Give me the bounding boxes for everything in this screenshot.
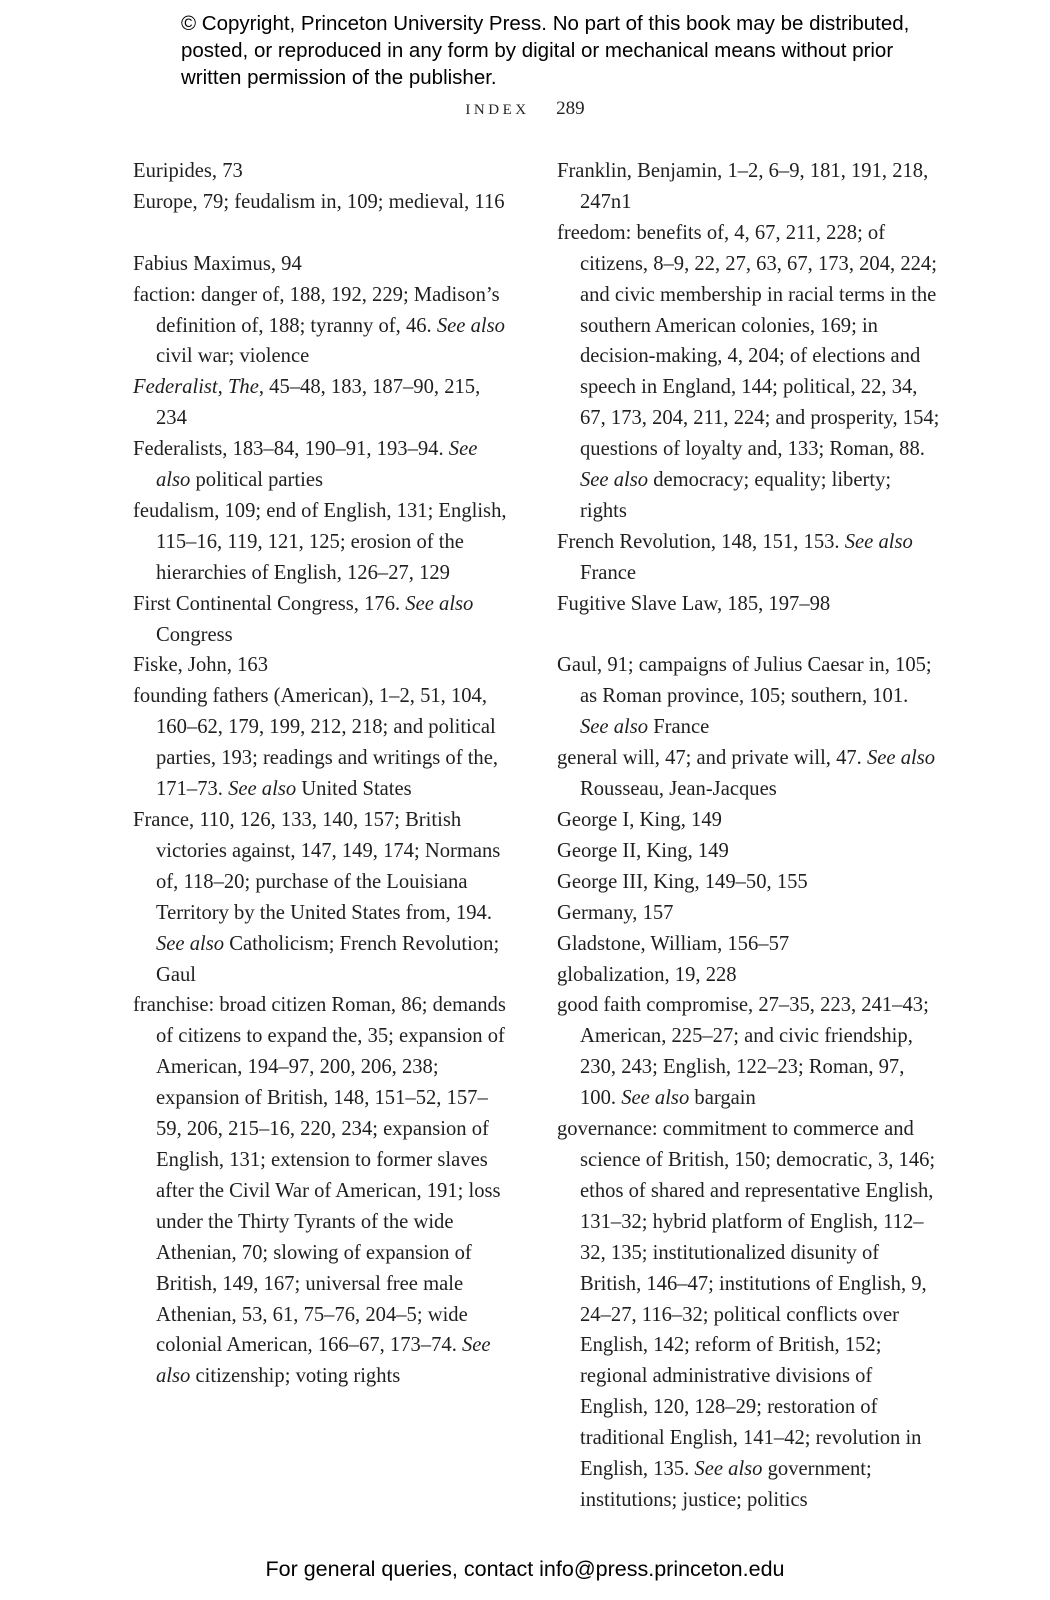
index-entry-italic: See also: [156, 1334, 491, 1388]
index-entry-text: general will, 47; and private will, 47.: [557, 747, 867, 770]
index-entry: [133, 187, 507, 218]
index-entry-italic: Federalist, The: [133, 376, 259, 399]
index-entry: [133, 681, 507, 805]
index-entry-text: globalization, 19, 228: [557, 963, 737, 986]
running-head: [0, 98, 1050, 120]
index-entry-text: feudalism, 109; end of English, 131; English, 115–16, 119, 121, 125; erosion of the hierarchies of English, 126–27, 129: [133, 499, 507, 584]
index-entry: [133, 496, 507, 589]
index-entry: [557, 805, 942, 836]
index-entry-text: , 45–48, 183, 187–90, 215, 234: [156, 376, 481, 430]
index-entry-text: George I, King, 149: [557, 809, 722, 832]
index-entry: [133, 434, 507, 496]
index-entry-italic: See also: [844, 530, 913, 553]
index-entry-text: Congress: [156, 623, 233, 646]
index-entry: [557, 589, 942, 620]
index-entry-text: bargain: [689, 1087, 756, 1110]
index-entry-text: political parties: [190, 469, 324, 492]
index-entry-text: France, 110, 126, 133, 140, 157; British victories against, 147, 149, 174; Normans of, 118–20; purchase of the Louisiana Territory by the United States from, 194.: [133, 809, 501, 924]
index-entry-text: France: [648, 716, 710, 739]
index-entry: [557, 898, 942, 929]
index-entry-italic: See also: [228, 778, 297, 801]
index-entry: [557, 743, 942, 805]
index-entry: [133, 990, 507, 1392]
index-entry-italic: See also: [405, 592, 474, 615]
index-entry-text: Fabius Maximus, 94: [133, 252, 302, 275]
index-column-right: [557, 156, 942, 1516]
letter-group-gap: [557, 620, 942, 651]
index-entry-italic: See also: [580, 716, 649, 739]
index-entry-text: democracy; equality; liberty; rights: [580, 469, 892, 522]
index-entry-text: freedom: benefits of, 4, 67, 211, 228; of citizens, 8–9, 22, 27, 63, 67, 173, 204, 224; and civic membership in racial terms in the southern American colonies, 169; in decision-making, 4, 204; of elections and speech in England, 144; political, 22, 34, 67, 173, 204, 211, 224; and prosperity, 154; questions of loyalty and, 133; Roman, 88.: [557, 221, 940, 461]
index-entry-text: George III, King, 149–50, 155: [557, 870, 808, 893]
index-entry: [133, 650, 507, 681]
index-entry-text: Germany, 157: [557, 901, 674, 924]
index-entry: [133, 372, 507, 434]
index-entry-text: faction: danger of, 188, 192, 229; Madison’s definition of, 188; tyranny of, 46.: [133, 283, 500, 337]
index-entry-text: citizenship; voting rights: [190, 1365, 401, 1388]
index-entry: [557, 929, 942, 960]
index-entry: [133, 805, 507, 990]
index-entry-text: Franklin, Benjamin, 1–2, 6–9, 181, 191, 218, 247n1: [557, 160, 929, 213]
index-entry-text: George II, King, 149: [557, 839, 729, 862]
index-entry-text: Gladstone, William, 156–57: [557, 932, 790, 955]
index-entry-italic: See also: [156, 932, 225, 955]
letter-group-gap: [133, 218, 507, 249]
page-number: 289: [556, 98, 585, 119]
index-entry: [557, 836, 942, 867]
index-entry: [557, 867, 942, 898]
index-entry: [557, 156, 942, 218]
index-entry: [557, 650, 942, 743]
index-entry-text: United States: [296, 778, 412, 801]
index-entry-italic: See also: [694, 1458, 763, 1481]
index-entry: [133, 589, 507, 651]
index-entry: [557, 990, 942, 1114]
index-entry-italic: See also: [580, 469, 649, 492]
index-entry: [133, 280, 507, 373]
index-entry: [557, 218, 942, 527]
index-entry-text: founding fathers (American), 1–2, 51, 104, 160–62, 179, 199, 212, 218; and political parties, 193; readings and writings of the, 171–73.: [133, 685, 499, 801]
index-entry-text: Euripides, 73: [133, 160, 243, 182]
index-entry-text: government; institutions; justice; politics: [580, 1458, 872, 1511]
index-entry-italic: See also: [156, 438, 478, 492]
index-entry: [133, 156, 507, 187]
index-entry-text: Rousseau, Jean-Jacques: [580, 778, 777, 801]
index-entry-italic: See also: [621, 1087, 690, 1110]
index-entry-text: governance: commitment to commerce and science of British, 150; democratic, 3, 146; ethos of shared and representative English, 131–32; hybrid platform of English, 112–32, 135; institutionalized disunity of British, 146–47; institutions of English, 9, 24–27, 116–32; political conflicts over English, 142; reform of British, 152; regional administrative divisions of English, 120, 128–29; restoration of traditional English, 141–42; revolution in English, 135.: [557, 1118, 936, 1481]
index-entry-text: Federalists, 183–84, 190–91, 193–94.: [133, 438, 449, 461]
index-entry-text: franchise: broad citizen Roman, 86; demands of citizens to expand the, 35; expansion of American, 194–97, 200, 206, 238; expansion of British, 148, 151–52, 157–59, 206, 215–16, 220, 234; expansion of English, 131; extension to former slaves after the Civil War of American, 191; loss under the Thirty Tyrants of the wide Athenian, 70; slowing of expansion of British, 149, 167; universal free male Athenian, 53, 61, 75–76, 204–5; wide colonial American, 166–67, 173–74.: [133, 994, 506, 1357]
index-entry-text: Fugitive Slave Law, 185, 197–98: [557, 592, 831, 615]
index-entry: [557, 1114, 942, 1516]
index-entry-text: good faith compromise, 27–35, 223, 241–43; American, 225–27; and civic friendship, 230, 243; English, 122–23; Roman, 97, 100.: [557, 994, 929, 1110]
running-head-label: INDEX: [465, 102, 530, 118]
index-column-left: [133, 156, 507, 1392]
footer-contact: For general queries, contact info@press.princeton.edu: [265, 1557, 785, 1581]
index-entry-text: Europe, 79; feudalism in, 109; medieval, 116: [133, 190, 505, 213]
index-entry-text: France: [580, 561, 637, 584]
index-entry-text: Gaul, 91; campaigns of Julius Caesar in, 105; as Roman province, 105; southern, 101.: [557, 654, 932, 708]
index-entry-text: Catholicism; French Revolution; Gaul: [156, 932, 500, 986]
index-entry-text: First Continental Congress, 176.: [133, 592, 406, 615]
index-entry-italic: See also: [436, 314, 505, 337]
index-entry: [133, 249, 507, 280]
index-entry: [557, 960, 942, 991]
index-entry: [557, 527, 942, 589]
index-entry-text: Fiske, John, 163: [133, 654, 269, 677]
index-entry-italic: See also: [866, 747, 936, 770]
index-entry-text: civil war; violence: [156, 345, 310, 368]
index-entry-text: French Revolution, 148, 151, 153.: [557, 530, 845, 553]
copyright-notice: © Copyright, Princeton University Press. No part of this book may be distributed, posted, or reproduced in any form by digital or mechanical means without prior written permission of the publisher.: [181, 12, 910, 89]
